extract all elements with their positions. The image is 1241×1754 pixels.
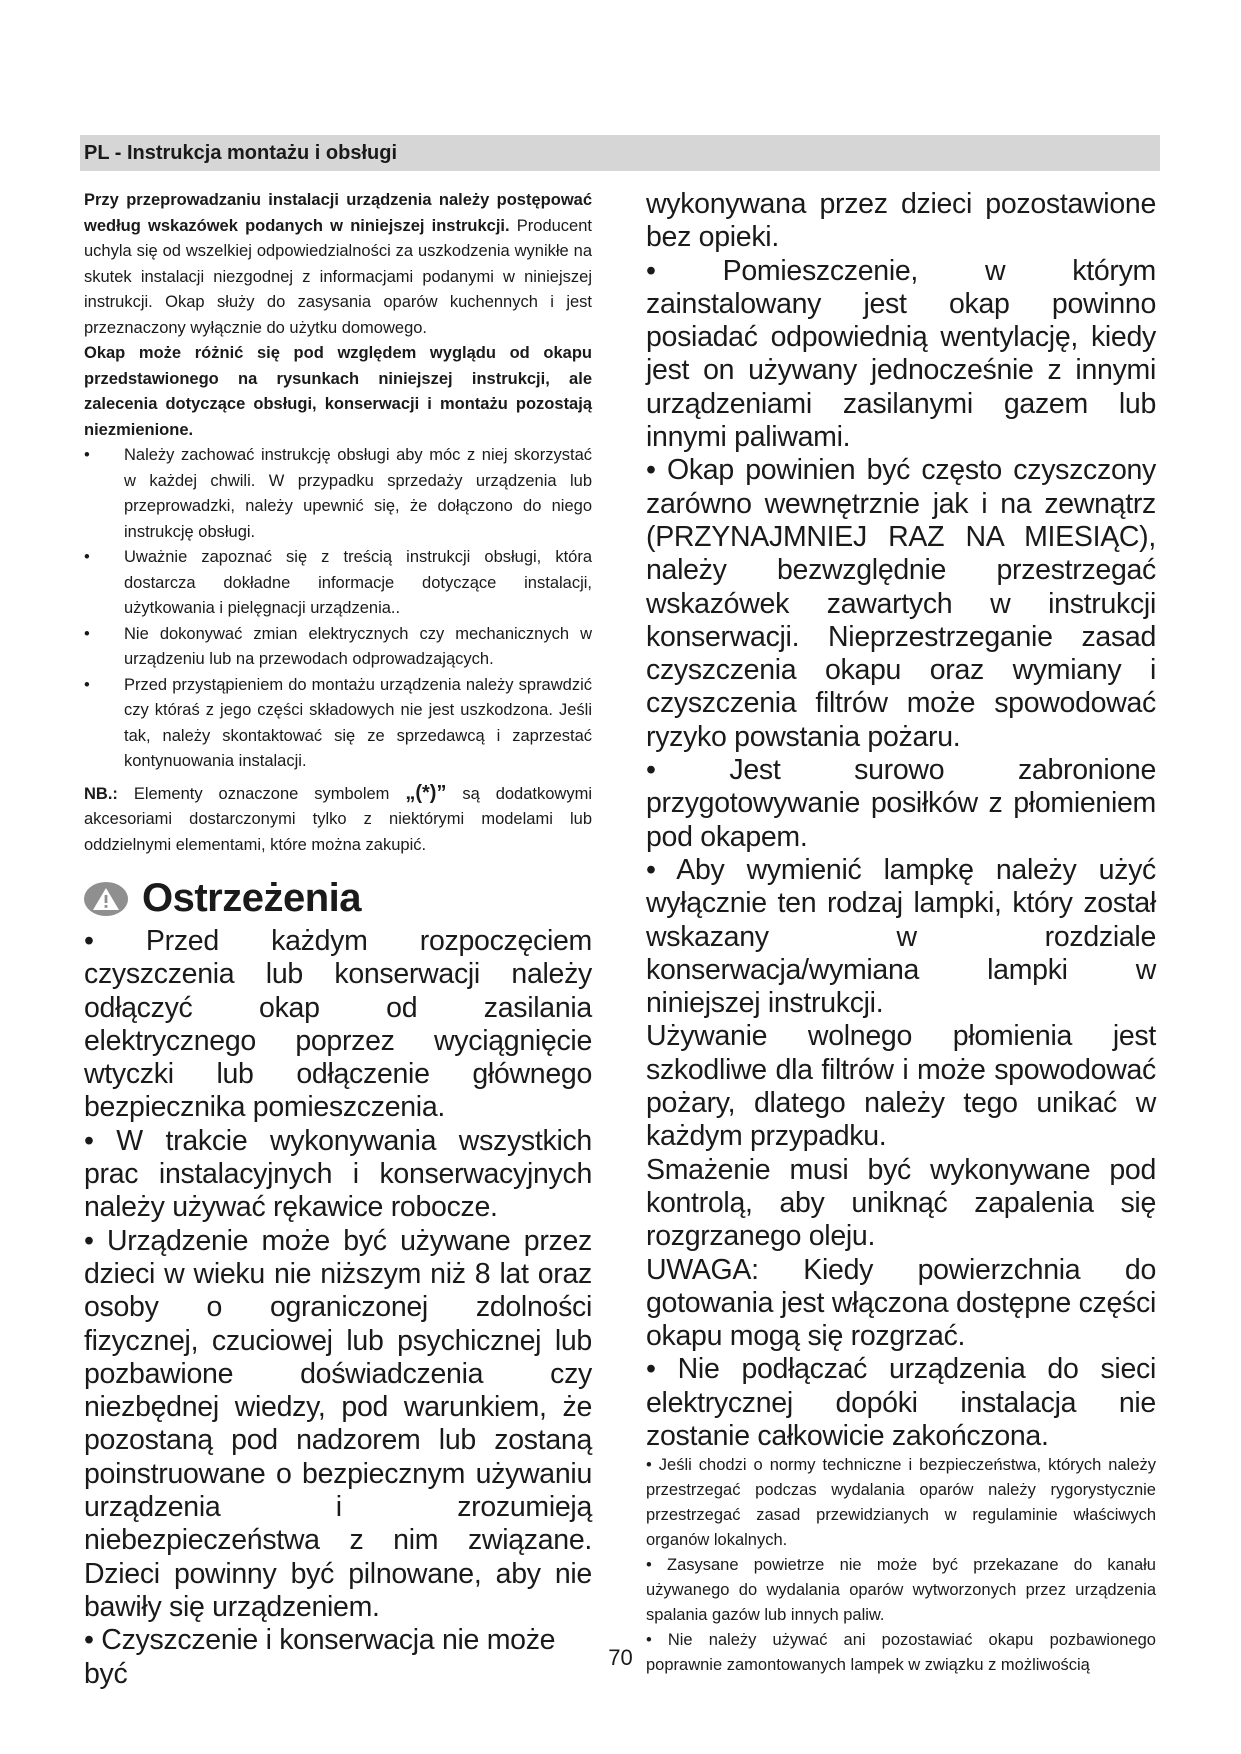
list-item: • Uważnie zapoznać się z treścią instrukcji obsługi, która dostarcza dokładne informacje dotyczące instalacji, użytkowania i pielęgnacji urządzenia.. xyxy=(84,545,592,622)
asterisk-symbol: „(*)” xyxy=(405,781,447,804)
nb-text-after: są dodatkowymi akcesoriami dostarczonymi tylko z niektórymi modelami lub oddzielnymi elementami, które można zakupić. xyxy=(84,784,592,854)
warning-paragraph: • Okap powinien być często czyszczony zarówno wewnętrznie jak i na zewnątrz (PRZYNAJMNIEJ RAZ NA MIESIĄC), należy bezwzględnie przestrzegać wskazówek zawartych w instrukcji konserwacji. Nieprzestrzeganie zasad czyszczenia okapu oraz wymiany i czyszczenia filtrów może spowodować ryzyko powstania pożaru. xyxy=(646,454,1156,753)
warning-paragraph: • Pomieszczenie, w którym zainstalowany jest okap powinno posiadać odpowiednią wentylację, kiedy jest on używany jednocześnie z innymi urządzeniami zasilanymi gazem lub innymi paliwami. xyxy=(646,254,1156,454)
regulation-paragraph: • Zasysane powietrze nie może być przekazane do kanału używanego do wydalania oparów wytworzonych przez urządzenia spalania gazów lub innych paliw. xyxy=(646,1556,1156,1625)
intro-bold-lead: Przy przeprowadzaniu instalacji urządzenia należy postępować według wskazówek podanych w niniejszej instrukcji. xyxy=(84,191,592,235)
page-number: 70 xyxy=(608,1645,633,1670)
regulation-paragraph: • Jeśli chodzi o normy techniczne i bezpieczeństwa, których należy przestrzegać podczas wydalania oparów należy rygorystycznie przestrzegać zasad przewidzianych w regulaminie właściwych organów lokalnych. xyxy=(646,1456,1156,1550)
warning-paragraph: • W trakcie wykonywania wszystkich prac instalacyjnych i konserwacyjnych należy używać rękawice robocze. xyxy=(84,1124,592,1224)
warning-paragraph: • Urządzenie może być używane przez dzieci w wieku nie niższym niż 8 lat oraz osoby o ograniczonej zdolności fizycznej, czuciowej lub psychicznej lub pozbawione doświadczenia czy niezbędnej wiedzy, pod warunkiem, że pozostaną pod nadzorem lub zostaną poinstruowane o bezpiecznym używaniu urządzenia i zrozumieją niebezpieczeństwa z nim związane. Dzieci powinny być pilnowane, aby nie bawiły się urządzeniem. xyxy=(84,1224,592,1623)
list-item: • Przed przystąpieniem do montażu urządzenia należy sprawdzić czy któraś z jego części składowych nie jest uszkodzona. Jeśli tak, należy skontaktować się ze sprzedawcą i zaprzestać kontynuowania instalacji. xyxy=(84,673,592,775)
list-item: • Nie dokonywać zmian elektrycznych czy mechanicznych w urządzeniu lub na przewodach odprowadzających. xyxy=(84,622,592,673)
appearance-note: Okap może różnić się pod względem wyglądu od okapu przedstawionego na rysunkach niniejszej instrukcji, ale zalecenia dotyczące obsługi, konserwacji i montażu pozostają niezmienione. xyxy=(84,344,592,439)
intro-text: Producent uchyla się od wszelkiej odpowiedzialności za uszkodzenia wynikłe na skutek instalacji niezgodnej z informacjami podanymi w niniejszej instrukcji. Okap służy do zasysania oparów kuchennych i jest przeznaczony wyłącznie do użytku domowego. xyxy=(84,216,592,337)
instruction-bullets xyxy=(84,443,592,775)
nb-label: NB.: xyxy=(84,784,118,803)
list-item: • Należy zachować instrukcję obsługi aby móc z niej skorzystać w każdej chwili. W przypadku sprzedaży urządzenia lub przeprowadzki, należy upewnić się, że dołączono do niego instrukcję obsługi. xyxy=(84,443,592,545)
regulation-paragraph: • Nie należy używać ani pozostawiać okapu pozbawionego poprawnie zamontowanych lampek w związku z możliwością xyxy=(646,1631,1156,1675)
warnings-title: Ostrzeżenia xyxy=(142,876,362,920)
warning-paragraph: • Przed każdym rozpoczęciem czyszczenia lub konserwacji należy odłączyć okap od zasilania elektrycznego poprzez wyciągnięcie wtyczki lub odłączenie głównego bezpiecznika pomieszczenia. xyxy=(84,925,592,1124)
warning-paragraph: • Czyszczenie i konserwacja nie może być xyxy=(84,1624,556,1690)
left-column xyxy=(84,188,592,1691)
warning-paragraph: • Aby wymienić lampkę należy użyć wyłącznie ten rodzaj lampki, który został wskazany w rozdziale konserwacja/wymiana lampki w niniejszej instrukcji. xyxy=(646,853,1156,1020)
nb-note xyxy=(84,781,592,859)
intro-paragraph xyxy=(84,188,592,341)
nb-text-before: Elementy oznaczone symbolem xyxy=(117,784,406,803)
warning-paragraph: Używanie wolnego płomienia jest szkodliwe dla filtrów i może spowodować pożary, dlatego należy tego unikać w każdym przypadku. xyxy=(646,1020,1156,1153)
right-column xyxy=(646,188,1156,1678)
warning-paragraph: UWAGA: Kiedy powierzchnia do gotowania jest włączona dostępne części okapu mogą się rozgrzać. xyxy=(646,1253,1156,1353)
warning-icon xyxy=(84,882,128,916)
warning-paragraph: • Nie podłączać urządzenia do sieci elektrycznej dopóki instalacja nie zostanie całkowicie zakończona. xyxy=(646,1353,1156,1452)
warning-paragraph: • Jest surowo zabronione przygotowywanie posiłków z płomieniem pod okapem. xyxy=(646,754,1156,853)
warning-paragraph: wykonywana przez dzieci pozostawione bez opieki. xyxy=(646,188,1156,254)
warning-paragraph: Smażenie musi być wykonywane pod kontrolą, aby uniknąć zapalenia się rozgrzanego oleju. xyxy=(646,1153,1156,1253)
section-header: PL - Instrukcja montażu i obsługi xyxy=(80,135,1160,171)
warnings-heading xyxy=(84,876,592,921)
